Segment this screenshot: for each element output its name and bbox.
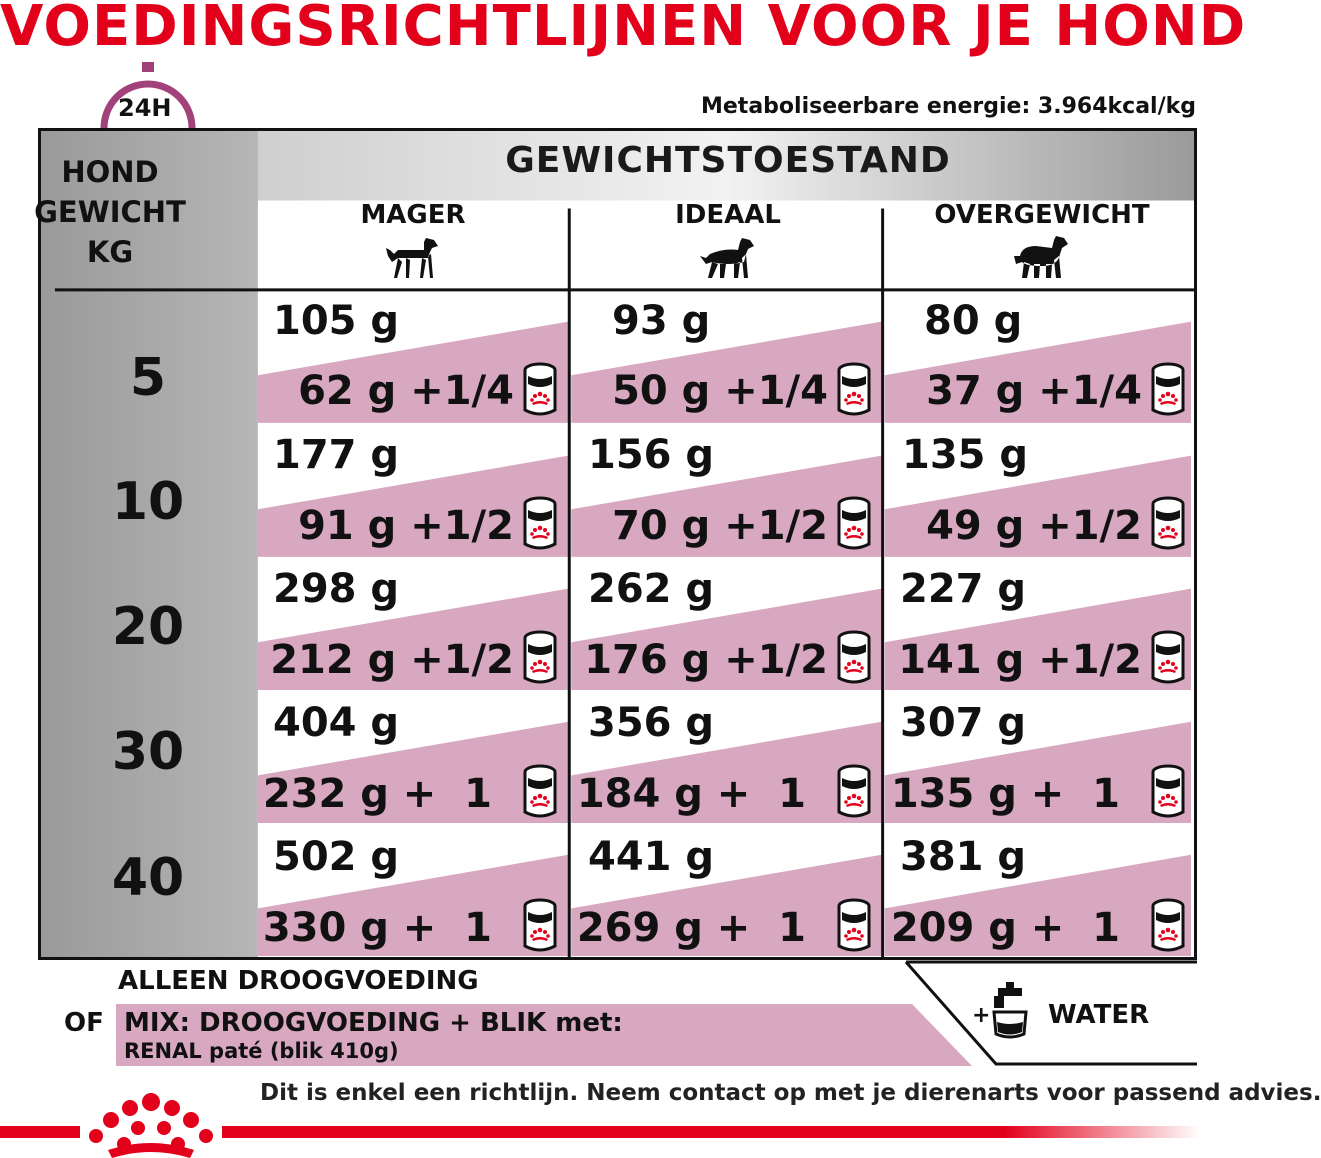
mix-amount: 209 g + 1: [890, 905, 1120, 951]
header-kg: KG: [86, 235, 134, 269]
mix-amount: 49 g +1/2: [926, 503, 1142, 549]
dry-amount: 177 g: [273, 432, 400, 478]
mix-amount: 37 g +1/4: [926, 368, 1142, 414]
mix-amount: 176 g +1/2: [584, 637, 828, 683]
svg-text:+: +: [972, 1003, 991, 1028]
dry-amount: 298 g: [273, 566, 400, 612]
can-icon: [1150, 764, 1186, 824]
header-hond: HOND: [61, 155, 159, 189]
mix-amount: 50 g +1/4: [612, 368, 828, 414]
thin-dog-icon: [384, 236, 440, 280]
can-icon: [836, 764, 872, 824]
dry-amount: 262 g: [588, 566, 715, 612]
header-weight-condition: GEWICHTSTOESTAND: [505, 140, 951, 181]
can-icon: [836, 496, 872, 556]
weight-40: 40: [111, 848, 185, 908]
disclaimer: Dit is enkel een richtlijn. Neem contact op met je dierenarts voor passend advies.: [260, 1080, 1321, 1106]
mix-amount: 212 g +1/2: [270, 637, 514, 683]
can-icon: [1150, 630, 1186, 690]
legend-dry-only: ALLEEN DROOGVOEDING: [118, 966, 479, 996]
mix-amount: 232 g + 1: [262, 771, 492, 817]
header-dog-weight: [0, 152, 220, 272]
dry-amount: 80 g: [924, 298, 1023, 344]
legend-product: RENAL paté (blik 410g): [124, 1039, 399, 1063]
dry-amount: 135 g: [902, 432, 1029, 478]
weight-5: 5: [129, 348, 167, 408]
dry-amount: 105 g: [273, 298, 400, 344]
column-header-mager: MAGER: [360, 200, 466, 230]
weight-30: 30: [111, 722, 185, 782]
legend-mix: MIX: DROOGVOEDING + BLIK met:: [124, 1008, 623, 1038]
footer-line-right: [222, 1126, 1200, 1138]
water-tap-icon: [972, 978, 1038, 1042]
clock-label: 24H: [118, 94, 172, 122]
mix-amount: 135 g + 1: [890, 771, 1120, 817]
mix-amount: 184 g + 1: [576, 771, 806, 817]
can-icon: [836, 898, 872, 958]
can-icon: [1150, 362, 1186, 422]
dry-amount: 307 g: [900, 700, 1027, 746]
dry-amount: 381 g: [900, 834, 1027, 880]
can-icon: [1150, 496, 1186, 556]
can-icon: [522, 898, 558, 958]
header-gewicht: GEWICHT: [34, 195, 186, 229]
can-icon: [522, 764, 558, 824]
dry-amount: 227 g: [900, 566, 1027, 612]
column-header-overgewicht: OVERGEWICHT: [934, 200, 1150, 230]
can-icon: [522, 496, 558, 556]
can-icon: [836, 630, 872, 690]
page-title: VOEDINGSRICHTLIJNEN VOOR JE HOND: [0, 0, 1247, 59]
mix-amount: 269 g + 1: [576, 905, 806, 951]
legend-of: OF: [64, 1008, 104, 1038]
weight-20: 20: [111, 597, 185, 657]
mix-amount: 91 g +1/2: [298, 503, 514, 549]
footer-line-left: [0, 1126, 80, 1138]
weight-10: 10: [111, 472, 185, 532]
dry-amount: 441 g: [588, 834, 715, 880]
overweight-dog-icon: [1012, 234, 1070, 280]
dry-amount: 156 g: [588, 432, 715, 478]
mix-amount: 330 g + 1: [262, 905, 492, 951]
can-icon: [836, 362, 872, 422]
dry-amount: 404 g: [273, 700, 400, 746]
mix-amount: 62 g +1/4: [298, 368, 514, 414]
dry-amount: 502 g: [273, 834, 400, 880]
mix-amount: 141 g +1/2: [898, 637, 1142, 683]
can-icon: [522, 630, 558, 690]
can-icon: [1150, 898, 1186, 958]
energy-label: Metaboliseerbare energie: 3.964kcal/kg: [700, 94, 1196, 119]
dry-amount: 93 g: [612, 298, 711, 344]
can-icon: [522, 362, 558, 422]
ideal-dog-icon: [698, 236, 756, 280]
mix-amount: 70 g +1/2: [612, 503, 828, 549]
royal-canin-crown-logo: [86, 1092, 216, 1158]
dry-amount: 356 g: [588, 700, 715, 746]
legend-water: WATER: [1048, 1000, 1150, 1030]
column-header-ideaal: IDEAAL: [675, 200, 781, 230]
